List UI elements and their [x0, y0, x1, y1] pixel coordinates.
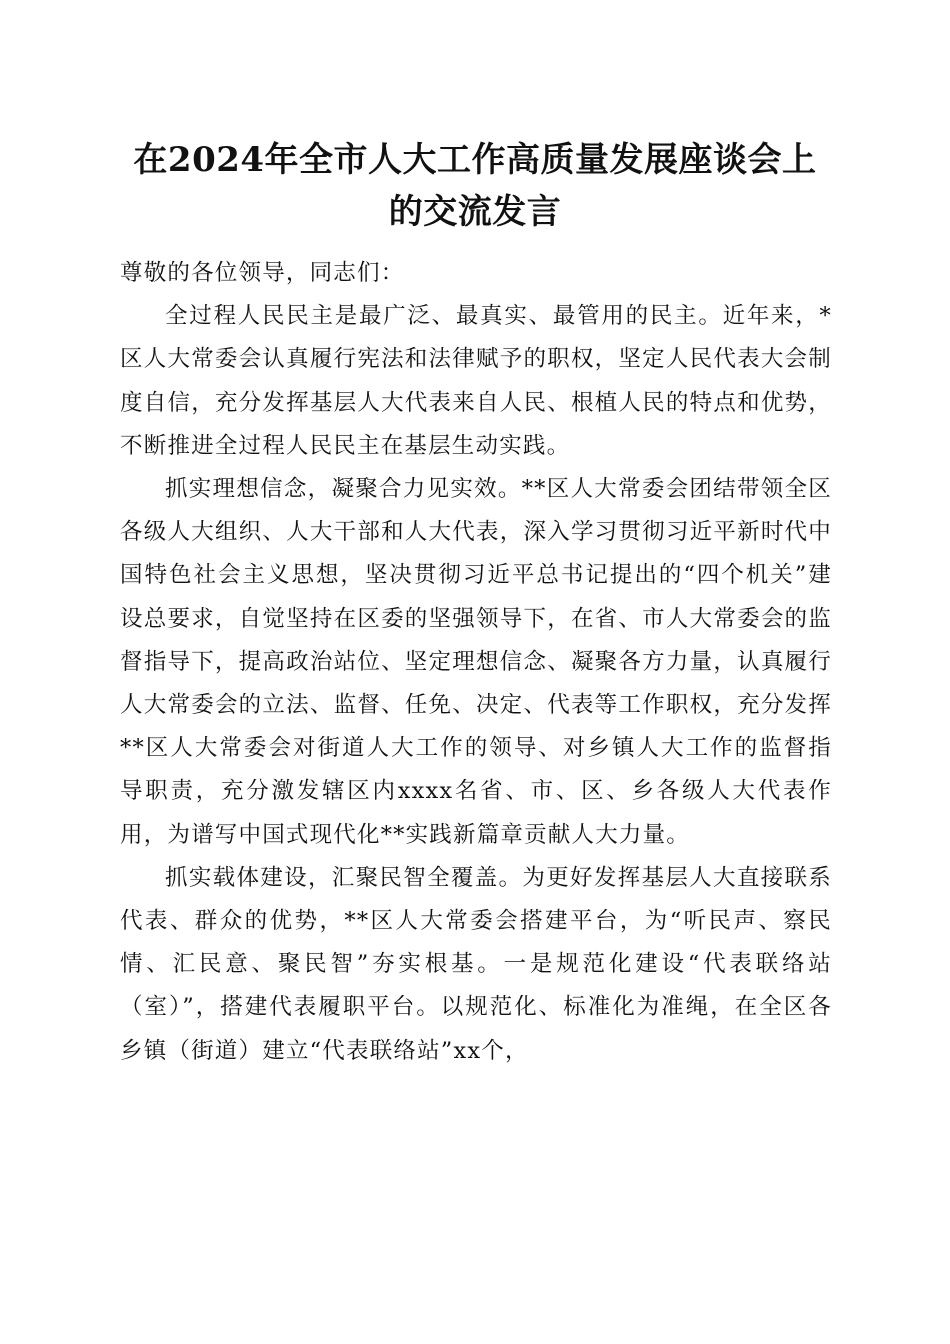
title-line-2: 的交流发言: [388, 192, 562, 232]
paragraph-ideals: 抓实理想信念，凝聚合力见实效。**区人大常委会团结带领全区各级人大组织、人大干部和人大代表，深入学习贯彻习近平新时代中国特色社会主义思想，坚决贯彻习近平总书记提出的“四个机关”建设总要求，自觉坚持在区委的坚强领导下，在省、市人大常委会的监督指导下，提高政治站位、坚定理想信念、凝聚各方力量，认真履行人大常委会的立法、监督、任免、决定、代表等工作职权，充分发挥**区人大常委会对街道人大工作的领导、对乡镇人大工作的监督指导职责，充分激发辖区内xxxx名省、市、区、乡各级人大代表作用，为谱写中国式现代化**实践新篇章贡献人大力量。: [120, 476, 832, 848]
document-body: [120, 252, 832, 1073]
paragraph-intro: 全过程人民民主是最广泛、最真实、最管用的民主。近年来，*区人大常委会认真履行宪法和法律赋予的职权，坚定人民代表大会制度自信，充分发挥基层人大代表来自人民、根植人民的特点和优势，不断推进全过程人民民主在基层生动实践。: [120, 303, 832, 459]
document-title: [100, 134, 850, 238]
paragraph-platform: 抓实载体建设，汇聚民智全覆盖。为更好发挥基层人大直接联系代表、群众的优势，**区人大常委会搭建平台，为“听民声、察民情、汇民意、聚民智”夯实根基。一是规范化建设“代表联络站（室）”，搭建代表履职平台。以规范化、标准化为准绳，在全区各乡镇（街道）建立“代表联络站”xx个，: [120, 864, 832, 1064]
salutation: 尊敬的各位领导，同志们：: [120, 260, 405, 286]
title-line-1: 在2024年全市人大工作高质量发展座谈会上: [133, 140, 817, 180]
